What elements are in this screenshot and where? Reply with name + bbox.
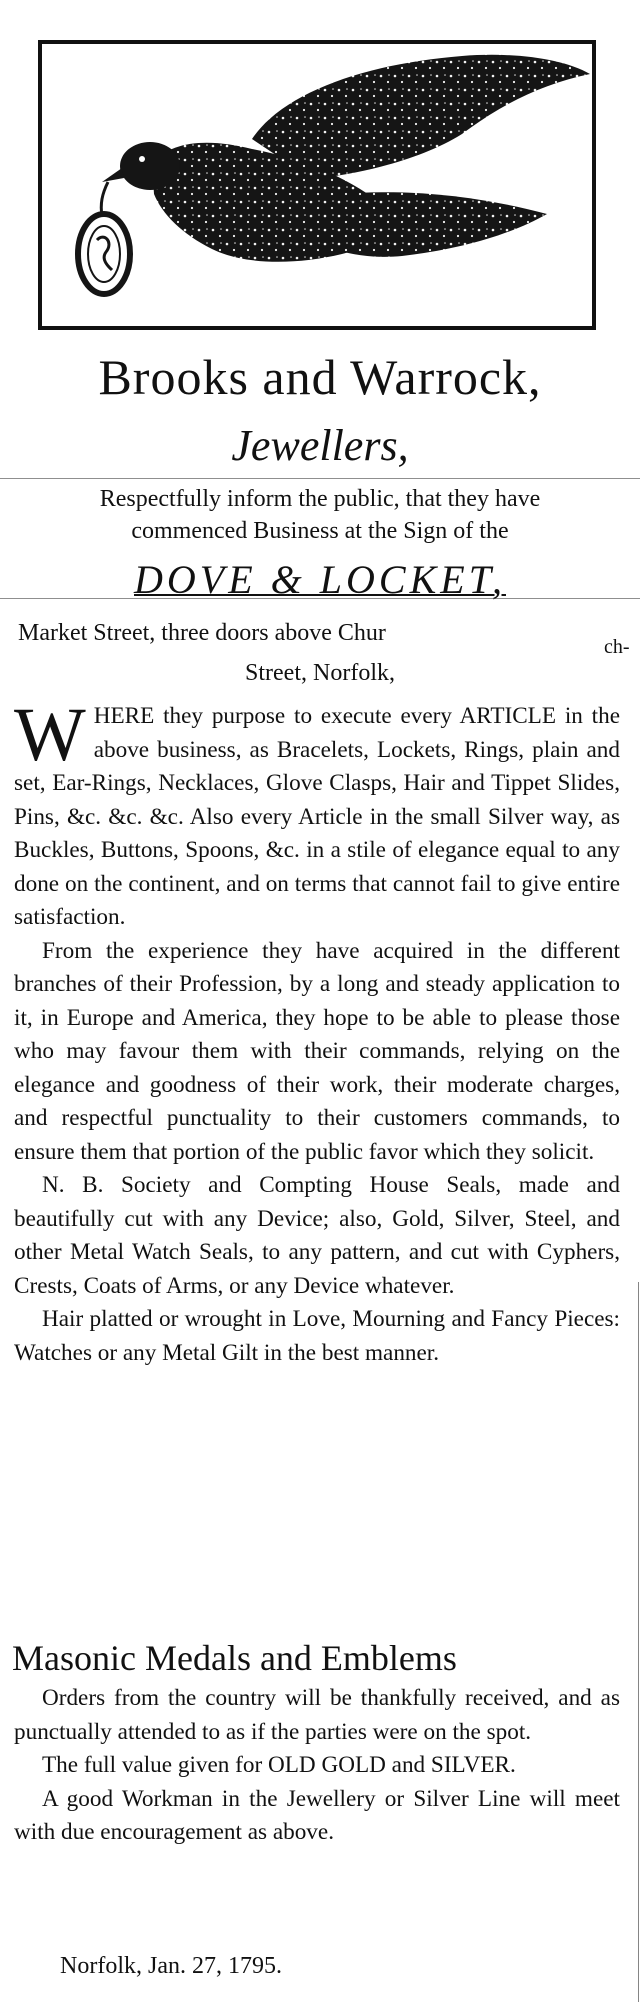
address-line-2: Street, Norfolk, bbox=[245, 660, 395, 686]
trade-title: Jewellers, bbox=[231, 421, 409, 470]
drop-cap: W bbox=[14, 693, 86, 777]
intro-line-2: commenced Business at the Sign of the bbox=[131, 518, 509, 544]
column-edge-rule bbox=[638, 1282, 639, 2002]
advertisement-body-continued bbox=[14, 1682, 620, 1850]
paragraph-country-orders: Orders from the country will be thankfully received, and as punctually attended to as if the parties were on the spot. bbox=[14, 1685, 620, 1745]
paragraph-hair-work: Hair platted or wrought in Love, Mourning and Fancy Pieces: Watches or any Metal Gilt in the best manner. bbox=[14, 1306, 620, 1366]
woodcut-frame bbox=[38, 40, 596, 330]
column-rule bbox=[0, 598, 640, 599]
paragraph-workman: A good Workman in the Jewellery or Silver Line will meet with due encouragement as above. bbox=[14, 1785, 620, 1845]
paragraph-services-text: HERE they purpose to execute every ARTICLE in the above business, as Bracelets, Lockets, Rings, plain and set, Ear-Rings, Necklaces, Glove Clasps, Hair and Tippet Slides, Pins, &c. &c. &c. Also every Article in the small Silver way, as Buckles, Buttons, Spoons, &c. in a stile of elegance equal to any done on the continent, and on terms that cannot fail to give entire satisfaction. bbox=[14, 703, 620, 930]
paragraph-old-gold: The full value given for OLD GOLD and SILVER. bbox=[42, 1752, 516, 1778]
dateline: Norfolk, Jan. 27, 1795. bbox=[60, 1953, 282, 1979]
dove-carrying-locket-icon bbox=[42, 44, 592, 326]
paragraph-experience: From the experience they have acquired in the different branches of their Profession, by a long and steady application to it, in Europe and America, they hope to be able to please those who may favour them with their commands, relying on the elegance and goodness of their work, their moderate charges, and respectful punctuality to their customers commands, to ensure them that portion of the public favor which they solicit. bbox=[14, 937, 620, 1165]
masonic-heading: Masonic Medals and Emblems bbox=[12, 1638, 457, 1678]
paragraph-services bbox=[14, 693, 620, 935]
firm-name: Brooks and Warrock, bbox=[98, 349, 542, 405]
advertisement-body bbox=[14, 693, 620, 1370]
column-rule bbox=[0, 478, 640, 479]
shop-sign-name: DOVE & LOCKET, bbox=[134, 557, 506, 602]
paragraph-seals: N. B. Society and Compting House Seals, made and beautifully cut with any Device; also, Gold, Silver, Steel, and other Metal Watch Seals, to any pattern, and cut with Cyphers, Crests, Coats of Arms, or any Device whatever. bbox=[14, 1172, 620, 1299]
intro-line-1: Respectfully inform the public, that they have bbox=[99, 486, 541, 512]
address-hyphen-fragment: ch- bbox=[604, 636, 630, 658]
address-line-1: Market Street, three doors above Chur bbox=[18, 620, 386, 646]
